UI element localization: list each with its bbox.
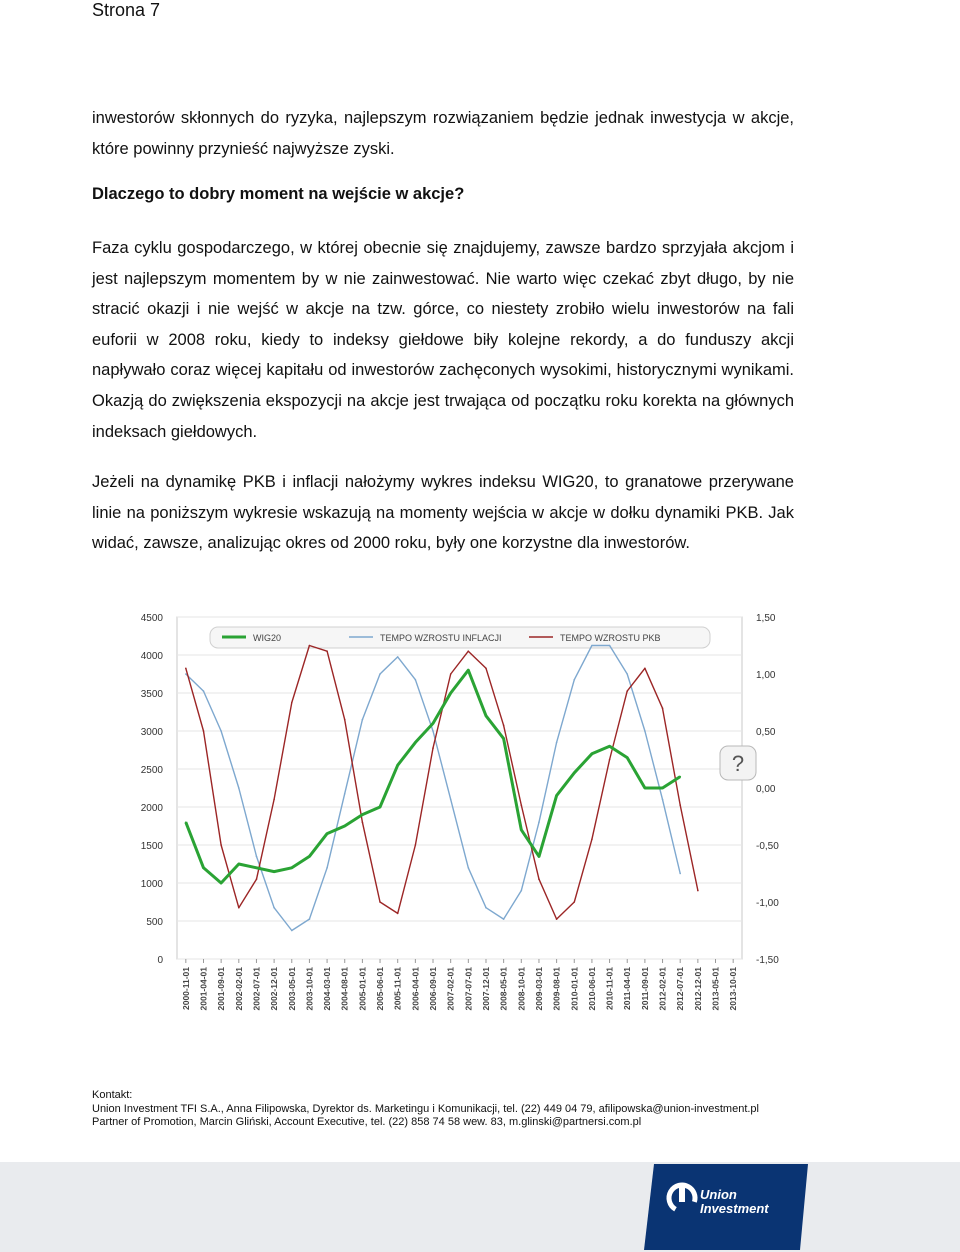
data-point [662,707,664,709]
data-point [538,878,540,880]
data-point [362,814,364,816]
data-point [573,901,575,903]
paragraph-chart-intro: Jeżeli na dynamikę PKB i inflacji nałożymy wykres indeksu WIG20, to granatowe przerywane linie na poniższym wykresie wskazują na momenty wejścia w akcje w dołku dynamiki PKB. Jak widać, zawsze, analizując okres od 2000 roku, były one korzystne dla inwestorów. [92,473,794,553]
data-point [485,907,487,909]
data-point [220,844,222,846]
data-point [662,799,664,801]
data-point [591,839,593,841]
y-left-tick-label: 500 [146,917,163,928]
x-tick-label: 2009-08-01 [551,967,562,1011]
x-tick-label: 2013-10-01 [728,967,739,1011]
x-tick-label: 2001-04-01 [198,967,209,1011]
contact-label: Kontakt: [92,1089,133,1101]
data-point [326,833,328,835]
data-point [450,673,452,675]
contact-block [92,1089,759,1130]
data-point [556,742,558,744]
data-point [185,668,187,670]
data-point [379,901,381,903]
data-point [415,844,417,846]
x-tick-label: 2001-09-01 [216,967,227,1011]
x-tick-label: 2005-01-01 [357,967,368,1011]
data-point [185,673,187,675]
data-point [573,772,575,774]
data-point [468,650,470,652]
y-left-tick-label: 1500 [140,841,163,852]
data-point [273,907,275,909]
data-point [573,679,575,681]
x-tick-label: 2008-05-01 [498,967,509,1011]
x-tick-label: 2009-03-01 [533,967,544,1011]
data-point [520,804,522,806]
y-left-tick-label: 3000 [140,727,163,738]
y-left-tick-label: 2000 [140,803,163,814]
x-tick-label: 2012-07-01 [675,967,686,1011]
data-point [432,723,434,725]
y-left-tick-label: 4500 [140,613,163,624]
data-point [626,690,628,692]
y-right-tick-label: 1,50 [756,613,776,624]
data-point [309,856,311,858]
legend-label: WIG20 [253,633,282,643]
data-point [344,719,346,721]
x-tick-label: 2011-09-01 [639,967,650,1011]
data-point [256,878,258,880]
data-point [185,821,187,823]
data-point [626,757,628,759]
data-point [485,715,487,717]
y-left-tick-label: 4000 [140,651,163,662]
data-point [538,856,540,858]
data-point [538,821,540,823]
data-point [520,829,522,831]
y-right-tick-label: -1,50 [756,955,779,966]
data-point [256,867,258,869]
y-right-tick-label: 0,50 [756,727,776,738]
data-point [238,787,240,789]
data-point [432,747,434,749]
y-right-tick-label: -0,50 [756,841,779,852]
data-point [644,730,646,732]
x-tick-label: 2000-11-01 [180,967,191,1011]
x-tick-label: 2013-05-01 [710,967,721,1011]
data-point [644,668,646,670]
data-point [397,764,399,766]
x-tick-label: 2005-11-01 [392,967,403,1011]
data-point [485,668,487,670]
x-tick-label: 2006-09-01 [428,967,439,1011]
data-point [203,867,205,869]
paragraph-intro: inwestorów skłonnych do ryzyka, najlepszym rozwiązaniem będzie jednak inwestycja w akcje, które powinny przynieść najwyższe zyski. [92,109,794,158]
x-tick-label: 2010-06-01 [586,967,597,1011]
data-point [503,725,505,727]
logo-text-investment: Investment [700,1201,769,1216]
data-point [362,719,364,721]
data-point [609,759,611,761]
legend-label: TEMPO WZROSTU INFLACJI [380,633,502,643]
data-point [291,930,293,932]
y-left-tick-label: 3500 [140,689,163,700]
data-point [379,806,381,808]
data-point [662,787,664,789]
data-point [432,730,434,732]
data-point [291,702,293,704]
x-tick-label: 2010-11-01 [604,967,615,1011]
x-tick-label: 2008-10-01 [516,967,527,1011]
data-point [450,799,452,801]
data-point [291,867,293,869]
data-point [644,787,646,789]
x-tick-label: 2002-12-01 [269,967,280,1011]
contact-line-partner: Partner of Promotion, Marcin Gliński, Account Executive, tel. (22) 858 74 58 wew. 83, m.glinski@partnersi.com.pl [92,1116,642,1128]
data-point [326,867,328,869]
paragraph-cycle: Faza cyklu gospodarczego, w której obecnie się znajdujemy, zawsze bardzo sprzyjała akcjom i jest najlepszym momentem by w nie zainwestować. Nie warto więc czekać zbyt długo, by nie stracić okazji i nie wejść w akcje na tzw. górce, co niestety zrobiło wielu inwestorów na fali euforii w 2008 roku, kiedy to indeksy giełdowe biły kolejne rekordy, a do funduszy akcji napływało coraz więcej kapitału od inwestorów zachęconych wysokimi, historycznymi wynikami. Okazją do zwiększenia ekspozycji na akcje jest trwająca od początku roku korekta na głównych indeksach giełdowych. [92,239,794,441]
data-point [468,669,470,671]
y-left-tick-label: 1000 [140,879,163,890]
x-tick-label: 2005-06-01 [375,967,386,1011]
x-tick-label: 2010-01-01 [569,967,580,1011]
logo-text-union: Union [700,1187,737,1202]
data-point [362,821,364,823]
x-tick-label: 2012-12-01 [692,967,703,1011]
x-tick-label: 2007-12-01 [480,967,491,1011]
data-point [591,645,593,647]
data-point [256,856,258,858]
x-tick-label: 2003-10-01 [304,967,315,1011]
x-tick-label: 2002-02-01 [233,967,244,1011]
data-point [344,793,346,795]
y-right-tick-label: -1,00 [756,898,779,909]
union-investment-logo [640,1162,820,1252]
data-point [503,918,505,920]
x-tick-label: 2012-02-01 [657,967,668,1011]
data-point [220,882,222,884]
data-point [273,799,275,801]
data-point [238,863,240,865]
x-tick-label: 2004-03-01 [322,967,333,1011]
data-point [397,656,399,658]
y-right-tick-label: 1,00 [756,670,776,681]
data-point [379,673,381,675]
x-tick-label: 2003-05-01 [286,967,297,1011]
x-tick-label: 2007-07-01 [463,967,474,1011]
data-point [220,730,222,732]
y-left-tick-label: 0 [157,955,163,966]
data-point [344,825,346,827]
data-point [556,918,558,920]
section-heading: Dlaczego to dobry moment na wejście w akcje? [92,185,465,203]
data-point [520,890,522,892]
contact-line-union: Union Investment TFI S.A., Anna Filipowska, Dyrektor ds. Marketingu i Komunikacji, tel. (22) 449 04 79, afilipowska@union-investment.pl [92,1102,759,1115]
data-point [273,871,275,873]
data-point [679,873,681,875]
data-point [415,679,417,681]
data-point [591,753,593,755]
data-point [609,645,611,647]
x-tick-label: 2004-08-01 [339,967,350,1011]
y-left-tick-label: 2500 [140,765,163,776]
data-point [238,907,240,909]
data-point [679,776,681,778]
x-tick-label: 2011-04-01 [622,967,633,1011]
data-point [326,650,328,652]
y-right-tick-label: 0,00 [756,784,776,795]
x-tick-label: 2002-07-01 [251,967,262,1011]
data-point [309,645,311,647]
page-number: Strona 7 [92,0,161,20]
data-point [503,738,505,740]
data-point [468,867,470,869]
data-point [309,918,311,920]
data-point [697,890,699,892]
wig20-gdp-inflation-chart [92,600,802,1030]
data-point [679,804,681,806]
legend-label: TEMPO WZROSTU PKB [560,633,661,643]
data-point [556,795,558,797]
data-point [626,673,628,675]
data-point [203,730,205,732]
annotation-question-mark: ? [731,751,745,776]
data-point [450,692,452,694]
x-tick-label: 2007-02-01 [445,967,456,1011]
data-point [609,745,611,747]
x-tick-label: 2006-04-01 [410,967,421,1011]
data-point [397,913,399,915]
data-point [203,690,205,692]
data-point [415,742,417,744]
